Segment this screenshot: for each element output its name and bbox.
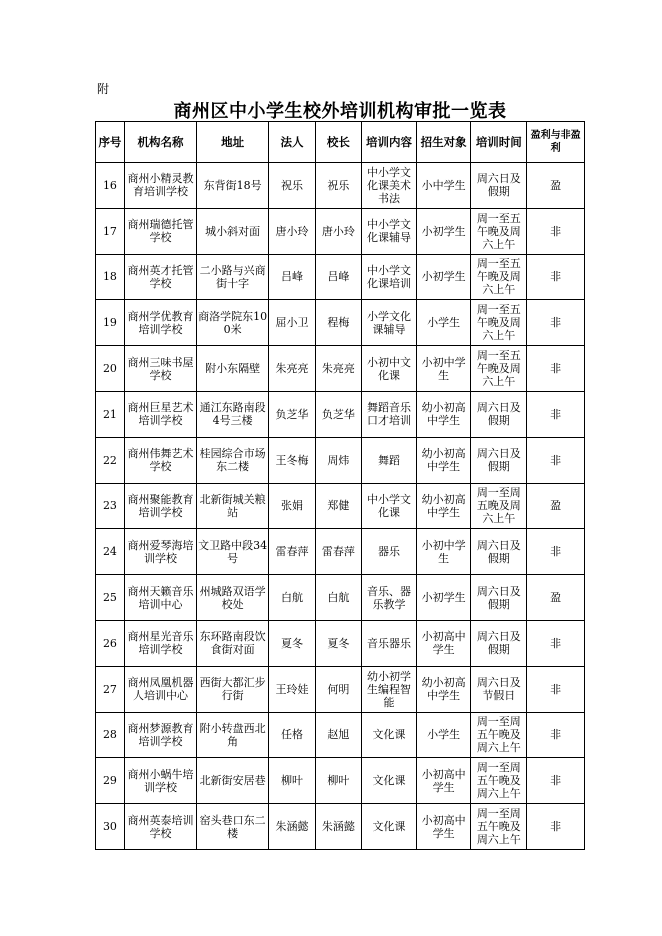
cell-name: 商州巨星艺术培训学校 bbox=[124, 391, 196, 437]
table-row bbox=[96, 254, 585, 300]
cell-legal-person: 任格 bbox=[269, 712, 315, 758]
cell-profit: 非 bbox=[527, 804, 585, 850]
header-time: 培训时间 bbox=[471, 122, 527, 163]
cell-principal: 郑健 bbox=[315, 483, 361, 529]
cell-index: 26 bbox=[96, 620, 125, 666]
cell-address: 北新街城关粮站 bbox=[197, 483, 269, 529]
cell-name: 商州学优教育培训学校 bbox=[124, 300, 196, 346]
cell-profit: 非 bbox=[527, 346, 585, 392]
header-profit: 盈利与非盈利 bbox=[527, 122, 585, 163]
cell-index: 24 bbox=[96, 529, 125, 575]
cell-profit: 非 bbox=[527, 208, 585, 254]
cell-legal-person: 屈小卫 bbox=[269, 300, 315, 346]
cell-principal: 柳叶 bbox=[315, 758, 361, 804]
cell-content: 器乐 bbox=[362, 529, 417, 575]
cell-profit: 非 bbox=[527, 666, 585, 712]
cell-principal: 赵旭 bbox=[315, 712, 361, 758]
header-address: 地址 bbox=[197, 122, 269, 163]
table-row bbox=[96, 712, 585, 758]
cell-target: 小初学生 bbox=[416, 254, 471, 300]
cell-principal: 唐小玲 bbox=[315, 208, 361, 254]
cell-address: 商洛学院东100米 bbox=[197, 300, 269, 346]
table-row bbox=[96, 483, 585, 529]
cell-index: 25 bbox=[96, 575, 125, 621]
table-row bbox=[96, 437, 585, 483]
cell-name: 商州英泰培训学校 bbox=[124, 804, 196, 850]
cell-name: 商州伟舞艺术学校 bbox=[124, 437, 196, 483]
cell-content: 文化课 bbox=[362, 712, 417, 758]
cell-name: 商州小精灵教育培训学校 bbox=[124, 163, 196, 209]
cell-name: 商州小蜗牛培训学校 bbox=[124, 758, 196, 804]
cell-address: 通江东路南段4号三楼 bbox=[197, 391, 269, 437]
cell-legal-person: 柳叶 bbox=[269, 758, 315, 804]
cell-target: 小初高中学生 bbox=[416, 804, 471, 850]
cell-time: 周一至周五午晚及周六上午 bbox=[471, 804, 527, 850]
cell-time: 周六日及假期 bbox=[471, 529, 527, 575]
cell-target: 小初学生 bbox=[416, 575, 471, 621]
cell-principal: 白航 bbox=[315, 575, 361, 621]
cell-profit: 盈 bbox=[527, 483, 585, 529]
cell-principal: 朱涵懿 bbox=[315, 804, 361, 850]
cell-address: 西街大都汇步行街 bbox=[197, 666, 269, 712]
cell-index: 23 bbox=[96, 483, 125, 529]
table-row bbox=[96, 346, 585, 392]
table-header-row bbox=[96, 122, 585, 163]
cell-address: 州城路双语学校处 bbox=[197, 575, 269, 621]
cell-time: 周六日及假期 bbox=[471, 437, 527, 483]
cell-time: 周六日及假期 bbox=[471, 163, 527, 209]
header-target: 招生对象 bbox=[416, 122, 471, 163]
table-row bbox=[96, 758, 585, 804]
cell-name: 商州凤凰机器人培训中心 bbox=[124, 666, 196, 712]
attachment-note: 附 bbox=[97, 82, 110, 96]
cell-time: 周一至五午晚及周六上午 bbox=[471, 346, 527, 392]
header-content: 培训内容 bbox=[362, 122, 417, 163]
cell-index: 28 bbox=[96, 712, 125, 758]
cell-index: 19 bbox=[96, 300, 125, 346]
table-row bbox=[96, 666, 585, 712]
cell-target: 小学生 bbox=[416, 712, 471, 758]
cell-legal-person: 雷春萍 bbox=[269, 529, 315, 575]
institution-table bbox=[95, 121, 585, 850]
cell-legal-person: 祝乐 bbox=[269, 163, 315, 209]
table-row bbox=[96, 300, 585, 346]
cell-principal: 吕峰 bbox=[315, 254, 361, 300]
cell-time: 周一至五午晚及周六上午 bbox=[471, 254, 527, 300]
cell-index: 18 bbox=[96, 254, 125, 300]
cell-principal: 夏冬 bbox=[315, 620, 361, 666]
cell-index: 17 bbox=[96, 208, 125, 254]
cell-profit: 非 bbox=[527, 437, 585, 483]
table-row bbox=[96, 163, 585, 209]
cell-target: 小初中学生 bbox=[416, 346, 471, 392]
cell-address: 附小转盘西北角 bbox=[197, 712, 269, 758]
cell-address: 二小路与兴商街十字 bbox=[197, 254, 269, 300]
cell-principal: 朱亮亮 bbox=[315, 346, 361, 392]
cell-target: 小学生 bbox=[416, 300, 471, 346]
cell-name: 商州爱琴海培训学校 bbox=[124, 529, 196, 575]
cell-target: 小初高中学生 bbox=[416, 620, 471, 666]
table-row bbox=[96, 620, 585, 666]
cell-legal-person: 张娟 bbox=[269, 483, 315, 529]
cell-index: 29 bbox=[96, 758, 125, 804]
cell-profit: 非 bbox=[527, 254, 585, 300]
cell-target: 幼小初高中学生 bbox=[416, 666, 471, 712]
cell-index: 21 bbox=[96, 391, 125, 437]
cell-profit: 非 bbox=[527, 712, 585, 758]
cell-profit: 非 bbox=[527, 391, 585, 437]
cell-target: 小中学生 bbox=[416, 163, 471, 209]
cell-profit: 盈 bbox=[527, 163, 585, 209]
cell-address: 文卫路中段34号 bbox=[197, 529, 269, 575]
cell-time: 周六日及节假日 bbox=[471, 666, 527, 712]
table-row bbox=[96, 391, 585, 437]
cell-address: 窑头巷口东二楼 bbox=[197, 804, 269, 850]
cell-time: 周六日及假期 bbox=[471, 391, 527, 437]
cell-legal-person: 朱亮亮 bbox=[269, 346, 315, 392]
cell-address: 北新街安居巷 bbox=[197, 758, 269, 804]
cell-content: 音乐、器乐教学 bbox=[362, 575, 417, 621]
table-row bbox=[96, 529, 585, 575]
cell-time: 周六日及假期 bbox=[471, 575, 527, 621]
cell-content: 中小学文化课美术书法 bbox=[362, 163, 417, 209]
cell-content: 文化课 bbox=[362, 758, 417, 804]
cell-name: 商州星光音乐培训学校 bbox=[124, 620, 196, 666]
cell-time: 周一至周五午晚及周六上午 bbox=[471, 758, 527, 804]
cell-name: 商州聚能教育培训学校 bbox=[124, 483, 196, 529]
cell-profit: 非 bbox=[527, 620, 585, 666]
cell-time: 周一至五午晚及周六上午 bbox=[471, 208, 527, 254]
cell-address: 东环路南段饮食街对面 bbox=[197, 620, 269, 666]
cell-content: 小学文化课辅导 bbox=[362, 300, 417, 346]
cell-name: 商州天籁音乐培训中心 bbox=[124, 575, 196, 621]
cell-content: 小初中文化课 bbox=[362, 346, 417, 392]
cell-principal: 程梅 bbox=[315, 300, 361, 346]
cell-principal: 何明 bbox=[315, 666, 361, 712]
cell-index: 27 bbox=[96, 666, 125, 712]
cell-time: 周一至五午晚及周六上午 bbox=[471, 300, 527, 346]
cell-profit: 非 bbox=[527, 300, 585, 346]
cell-target: 小初高中学生 bbox=[416, 758, 471, 804]
table-row bbox=[96, 575, 585, 621]
cell-time: 周一至周五晚及周六上午 bbox=[471, 483, 527, 529]
header-legal-person: 法人 bbox=[269, 122, 315, 163]
cell-content: 中小学文化课辅导 bbox=[362, 208, 417, 254]
header-principal: 校长 bbox=[315, 122, 361, 163]
cell-content: 音乐器乐 bbox=[362, 620, 417, 666]
cell-index: 20 bbox=[96, 346, 125, 392]
cell-content: 中小学文化课培训 bbox=[362, 254, 417, 300]
cell-target: 幼小初高中学生 bbox=[416, 437, 471, 483]
cell-time: 周一至周五午晚及周六上午 bbox=[471, 712, 527, 758]
cell-address: 附小东隔壁 bbox=[197, 346, 269, 392]
cell-principal: 负芝华 bbox=[315, 391, 361, 437]
cell-name: 商州英才托管学校 bbox=[124, 254, 196, 300]
cell-index: 22 bbox=[96, 437, 125, 483]
cell-target: 小初学生 bbox=[416, 208, 471, 254]
cell-legal-person: 负芝华 bbox=[269, 391, 315, 437]
cell-target: 幼小初高中学生 bbox=[416, 391, 471, 437]
cell-address: 城小斜对面 bbox=[197, 208, 269, 254]
cell-legal-person: 朱涵懿 bbox=[269, 804, 315, 850]
cell-legal-person: 吕峰 bbox=[269, 254, 315, 300]
cell-content: 舞蹈音乐口才培训 bbox=[362, 391, 417, 437]
cell-legal-person: 夏冬 bbox=[269, 620, 315, 666]
cell-target: 幼小初高中学生 bbox=[416, 483, 471, 529]
cell-content: 中小学文化课 bbox=[362, 483, 417, 529]
header-index: 序号 bbox=[96, 122, 125, 163]
cell-profit: 非 bbox=[527, 529, 585, 575]
cell-target: 小初中学生 bbox=[416, 529, 471, 575]
cell-address: 东背街18号 bbox=[197, 163, 269, 209]
cell-legal-person: 王玲娃 bbox=[269, 666, 315, 712]
cell-legal-person: 白航 bbox=[269, 575, 315, 621]
cell-content: 文化课 bbox=[362, 804, 417, 850]
header-name: 机构名称 bbox=[124, 122, 196, 163]
cell-name: 商州瑞德托管学校 bbox=[124, 208, 196, 254]
cell-address: 桂园综合市场东二楼 bbox=[197, 437, 269, 483]
cell-profit: 盈 bbox=[527, 575, 585, 621]
cell-index: 16 bbox=[96, 163, 125, 209]
cell-principal: 祝乐 bbox=[315, 163, 361, 209]
table-row bbox=[96, 804, 585, 850]
cell-principal: 周炜 bbox=[315, 437, 361, 483]
cell-name: 商州梦源教育培训学校 bbox=[124, 712, 196, 758]
cell-content: 幼小初学生编程智能 bbox=[362, 666, 417, 712]
cell-name: 商州三味书屋学校 bbox=[124, 346, 196, 392]
cell-profit: 非 bbox=[527, 758, 585, 804]
cell-content: 舞蹈 bbox=[362, 437, 417, 483]
cell-legal-person: 唐小玲 bbox=[269, 208, 315, 254]
table-row bbox=[96, 208, 585, 254]
cell-legal-person: 王冬梅 bbox=[269, 437, 315, 483]
page-title: 商州区中小学生校外培训机构审批一览表 bbox=[173, 101, 507, 122]
cell-time: 周六日及假期 bbox=[471, 620, 527, 666]
cell-index: 30 bbox=[96, 804, 125, 850]
cell-principal: 雷春萍 bbox=[315, 529, 361, 575]
